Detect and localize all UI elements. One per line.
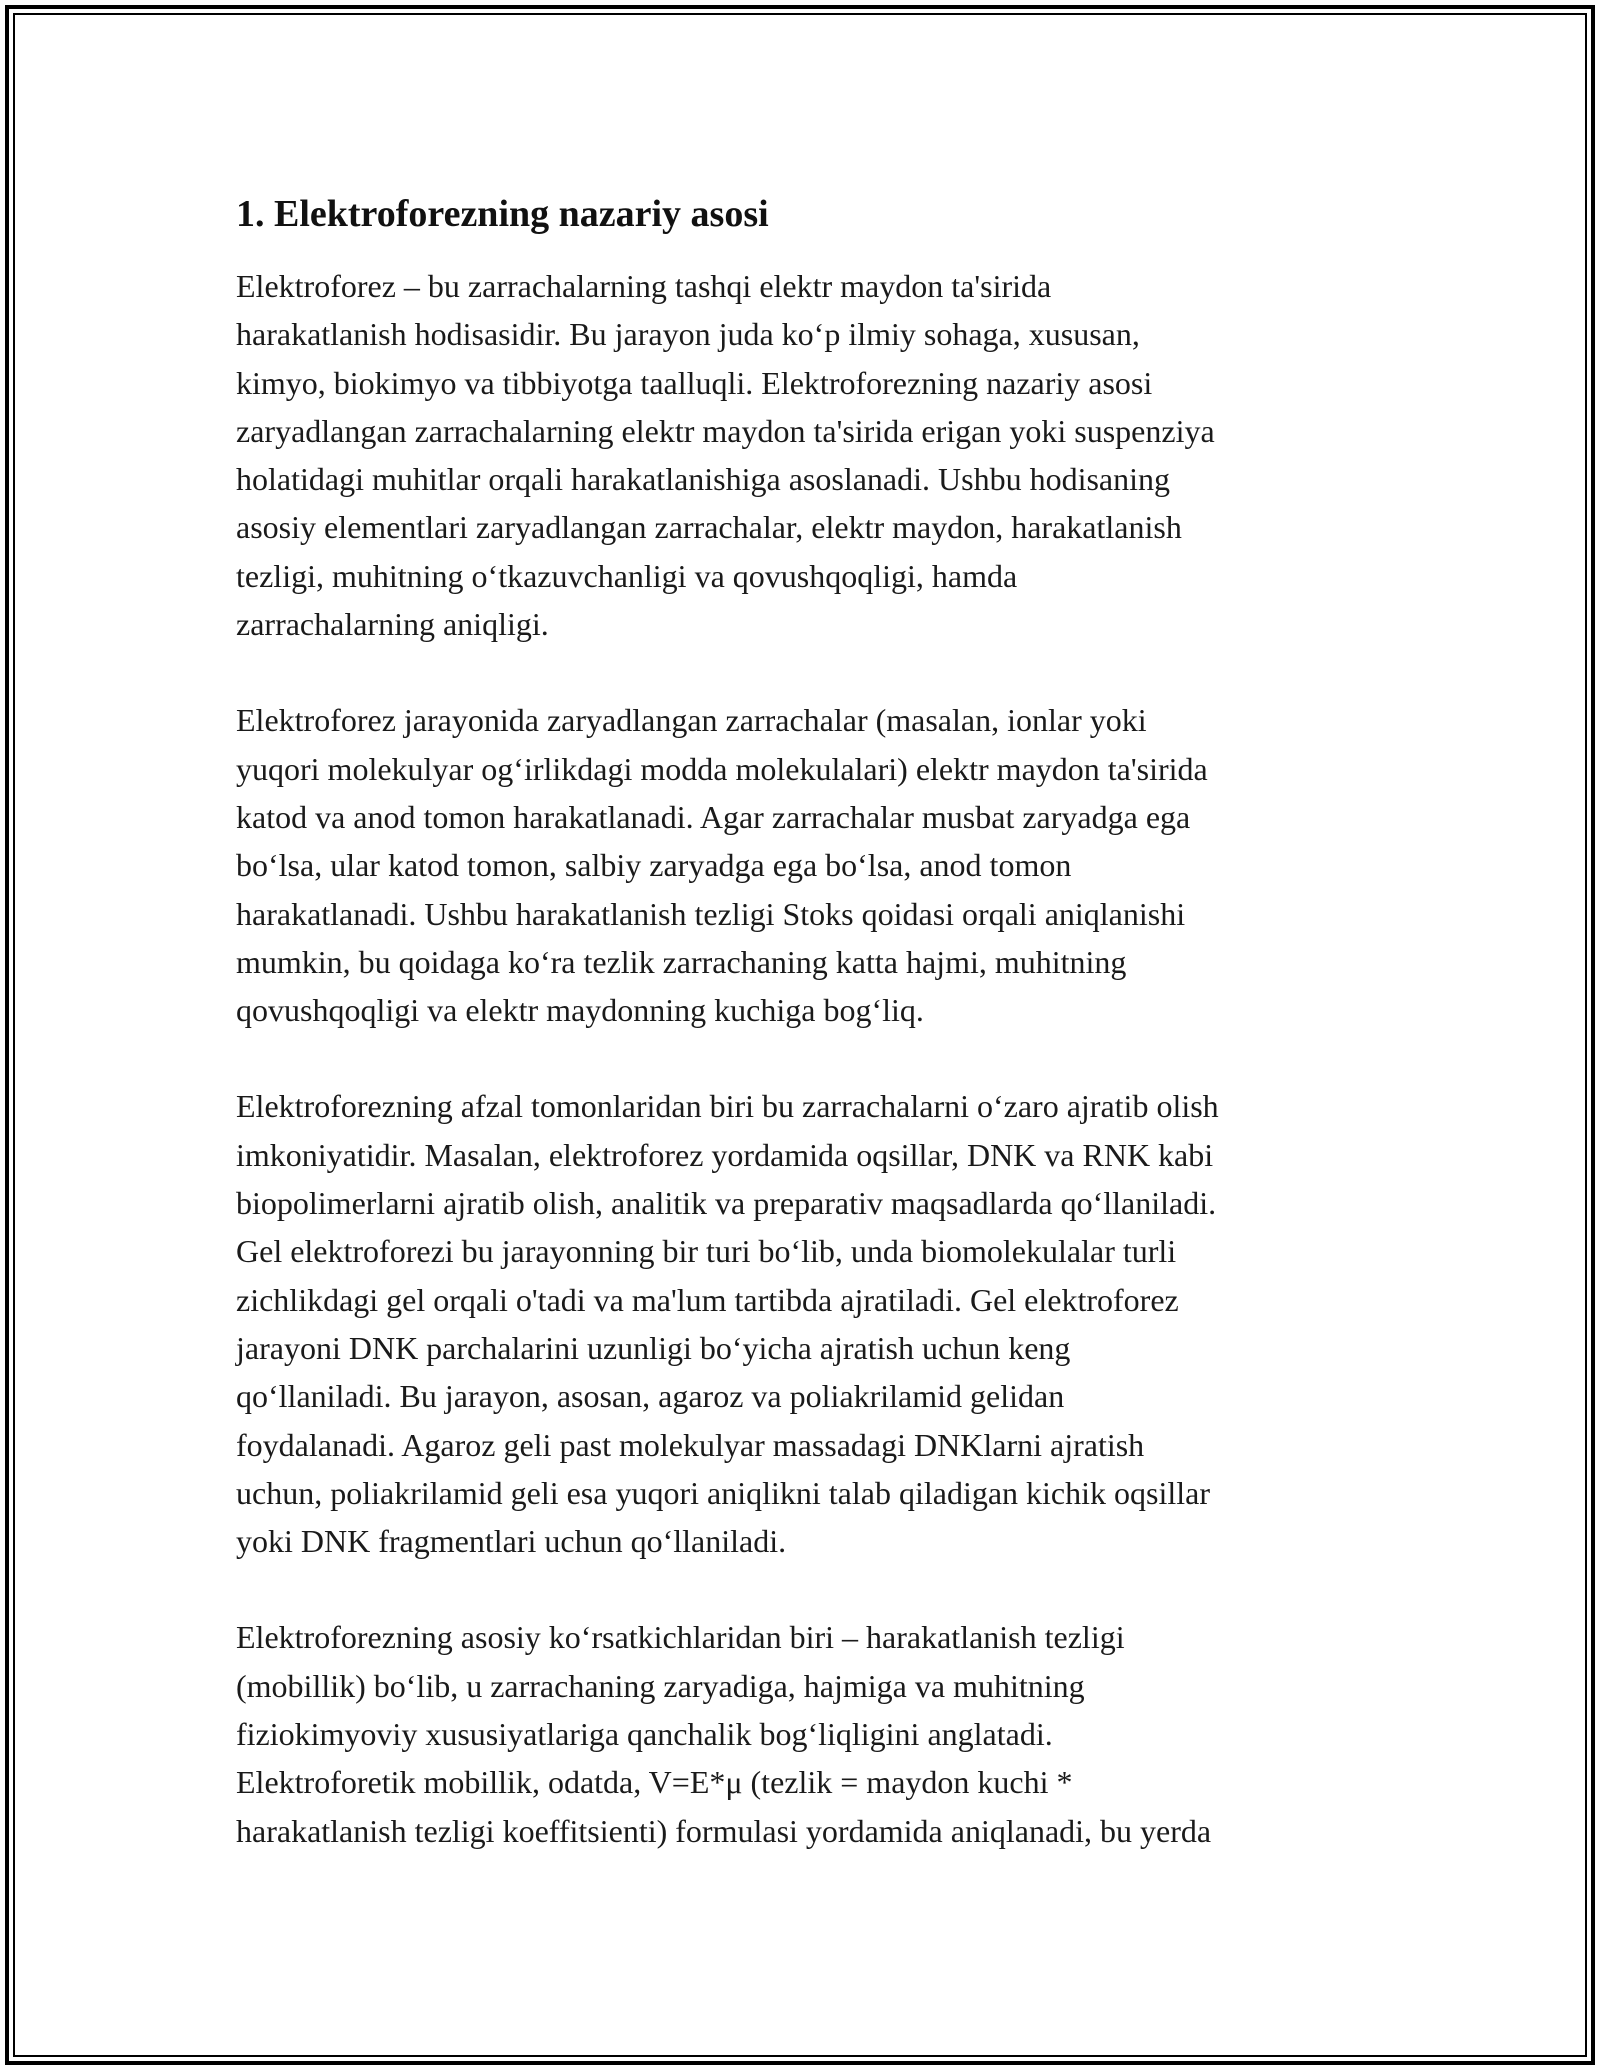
paragraph-line: Elektroforetik mobillik, odatda, V=E*μ (tezlik = maydon kuchi * <box>236 1764 1073 1801</box>
section-heading: 1. Elektroforezning nazariy asosi <box>236 193 769 235</box>
paragraph-2 <box>236 696 1386 1034</box>
paragraph-line: foydalanadi. Agaroz geli past molekulyar massadagi DNKlarni ajratish <box>236 1426 1145 1463</box>
paragraph-line: biopolimerlarni ajratib olish, analitik va preparativ maqsadlarda qo‘llaniladi. <box>236 1185 1217 1222</box>
paragraph-1 <box>236 262 1386 648</box>
paragraph-line: harakatlanish tezligi koeffitsienti) formulasi yordamida aniqlanadi, bu yerda <box>236 1812 1212 1849</box>
document-body <box>236 186 1386 1903</box>
paragraph-line: yoki DNK fragmentlari uchun qo‘llaniladi. <box>236 1523 787 1560</box>
paragraph-line: jarayoni DNK parchalarini uzunligi bo‘yicha ajratish uchun keng <box>236 1329 1071 1366</box>
paragraph-line: fiziokimyoviy xususiyatlariga qanchalik bog‘liqligini anglatadi. <box>236 1716 1053 1753</box>
paragraph-line: Gel elektroforezi bu jarayonning bir turi bo‘lib, unda biomolekulalar turli <box>236 1233 1177 1270</box>
paragraph-line: katod va anod tomon harakatlanadi. Agar zarrachalar musbat zaryadga ega <box>236 798 1191 835</box>
paragraph-line: zaryadlangan zarrachalarning elektr maydon ta'sirida erigan yoki suspenziya <box>236 412 1215 449</box>
paragraph-line: zarrachalarning aniqligi. <box>236 606 549 643</box>
paragraph-line: asosiy elementlari zaryadlangan zarrachalar, elektr maydon, harakatlanish <box>236 509 1182 546</box>
paragraph-line: harakatlanadi. Ushbu harakatlanish tezligi Stoks qoidasi orqali aniqlanishi <box>236 895 1186 932</box>
paragraph-line: Elektroforezning asosiy ko‘rsatkichlaridan biri – harakatlanish tezligi <box>236 1619 1125 1656</box>
paragraph-line: qovushqoqligi va elektr maydonning kuchiga bog‘liq. <box>236 992 924 1029</box>
paragraph-line: Elektroforez – bu zarrachalarning tashqi elektr maydon ta'sirida <box>236 268 1052 304</box>
paragraph-line: mumkin, bu qoidaga ko‘ra tezlik zarrachaning katta hajmi, muhitning <box>236 943 1127 980</box>
paragraph-4 <box>236 1613 1386 1854</box>
paragraph-line: harakatlanish hodisasidir. Bu jarayon juda ko‘p ilmiy sohaga, xususan, <box>236 316 1140 353</box>
paragraph-line: Elektroforezning afzal tomonlaridan biri bu zarrachalarni o‘zaro ajratib olish <box>236 1088 1219 1125</box>
paragraph-line: Elektroforez jarayonida zaryadlangan zarrachalar (masalan, ionlar yoki <box>236 702 1147 739</box>
paragraph-line: uchun, poliakrilamid geli esa yuqori aniqlikni talab qiladigan kichik oqsillar <box>236 1474 1210 1511</box>
paragraph-line: holatidagi muhitlar orqali harakatlanishiga asoslanadi. Ushbu hodisaning <box>236 461 1171 498</box>
paragraph-line: yuqori molekulyar og‘irlikdagi modda molekulalari) elektr maydon ta'sirida <box>236 750 1208 787</box>
paragraph-3 <box>236 1082 1386 1565</box>
paragraph-line: imkoniyatidir. Masalan, elektroforez yordamida oqsillar, DNK va RNK kabi <box>236 1136 1214 1173</box>
paragraph-line: bo‘lsa, ular katod tomon, salbiy zaryadga ega bo‘lsa, anod tomon <box>236 847 1072 884</box>
paragraph-line: tezligi, muhitning o‘tkazuvchanligi va qovushqoqligi, hamda <box>236 557 1018 594</box>
paragraph-line: kimyo, biokimyo va tibbiyotga taalluqli. Elektroforezning nazariy asosi <box>236 364 1153 401</box>
paragraph-line: qo‘llaniladi. Bu jarayon, asosan, agaroz va poliakrilamid gelidan <box>236 1378 1065 1415</box>
paragraph-line: (mobillik) bo‘lib, u zarrachaning zaryadiga, hajmiga va muhitning <box>236 1667 1085 1704</box>
paragraph-line: zichlikdagi gel orqali o'tadi va ma'lum tartibda ajratiladi. Gel elektroforez <box>236 1281 1179 1318</box>
